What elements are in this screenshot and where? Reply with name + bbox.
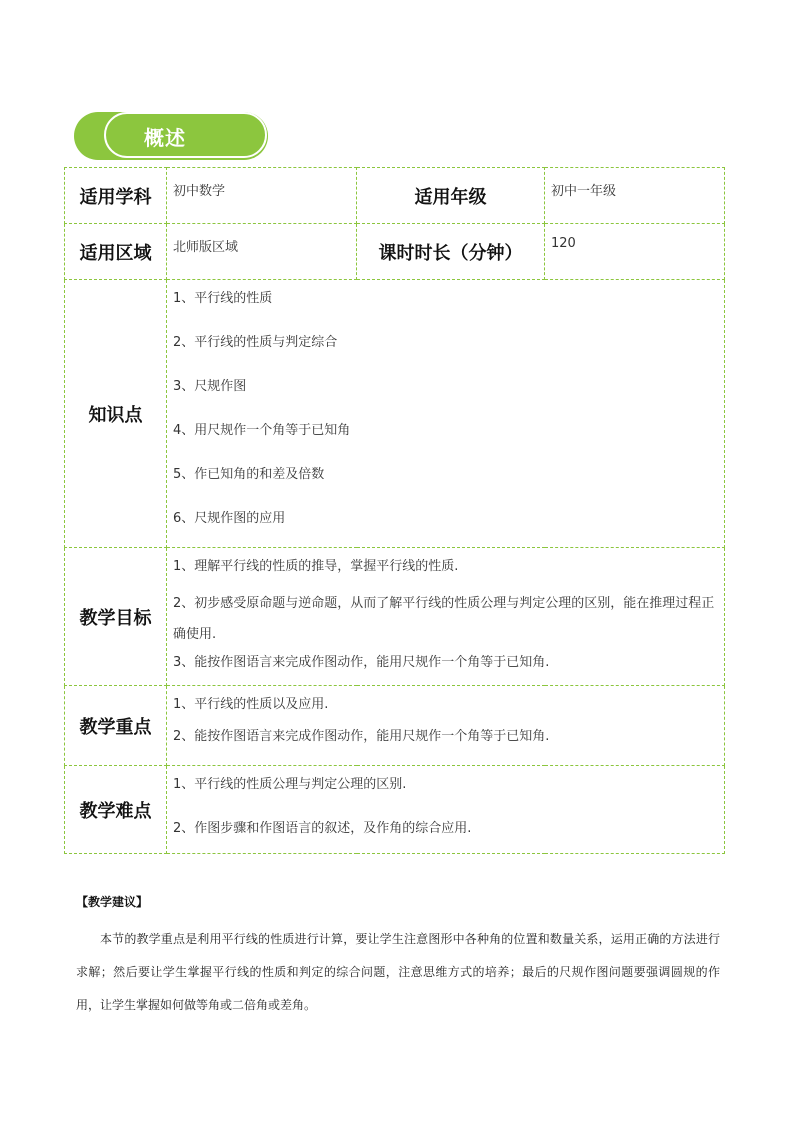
list-item: 3、尺规作图	[173, 379, 247, 394]
table-row	[65, 548, 725, 686]
region-label: 适用区域	[65, 224, 167, 280]
overview-table	[64, 167, 725, 854]
list-item: 3、能按作图语言来完成作图动作，能用尺规作一个角等于已知角.	[173, 655, 550, 670]
difficulty-label: 教学难点	[65, 766, 167, 854]
grade-value: 初中一年级	[545, 168, 725, 224]
advice-body: 本节的教学重点是利用平行线的性质进行计算，要让学生注意图形中各种角的位置和数量关系，运用正确的方法进行求解；然后要让学生掌握平行线的性质和判定的综合问题，注意思维方式的培养；最后的尺规作图问题要强调圆规的作用，让学生掌握如何做等角或二倍角或差角。	[76, 932, 720, 1012]
list-item: 1、平行线的性质以及应用.	[173, 697, 329, 712]
subject-label: 适用学科	[65, 168, 167, 224]
region-value: 北师版区域	[167, 224, 357, 280]
advice-title: 【教学建议】	[76, 895, 149, 909]
focus-list	[167, 686, 725, 766]
grade-label: 适用年级	[357, 168, 545, 224]
section-title: 概述	[144, 126, 186, 150]
list-item: 4、用尺规作一个角等于已知角	[173, 423, 351, 438]
duration-value: 120	[545, 224, 725, 280]
goals-list	[167, 548, 725, 686]
goals-label: 教学目标	[65, 548, 167, 686]
knowledge-label: 知识点	[65, 280, 167, 548]
list-item: 6、尺规作图的应用	[173, 511, 286, 526]
knowledge-list	[167, 280, 725, 548]
table-row	[65, 766, 725, 854]
list-item: 5、作已知角的和差及倍数	[173, 467, 325, 482]
focus-label: 教学重点	[65, 686, 167, 766]
subject-value: 初中数学	[167, 168, 357, 224]
table-row	[65, 686, 725, 766]
table-row	[65, 168, 725, 224]
difficulty-list	[167, 766, 725, 854]
list-item: 2、作图步骤和作图语言的叙述，及作角的综合应用.	[173, 821, 472, 836]
list-item: 2、平行线的性质与判定综合	[173, 335, 338, 350]
list-item: 1、理解平行线的性质的推导，掌握平行线的性质.	[173, 559, 459, 574]
duration-label: 课时时长（分钟）	[357, 224, 545, 280]
table-row	[65, 280, 725, 548]
table-row	[65, 224, 725, 280]
list-item: 1、平行线的性质	[173, 291, 273, 306]
list-item: 2、能按作图语言来完成作图动作，能用尺规作一个角等于已知角.	[173, 729, 550, 744]
list-item: 2、初步感受原命题与逆命题，从而了解平行线的性质公理与判定公理的区别，能在推理过程正确使用.	[173, 596, 715, 642]
list-item: 1、平行线的性质公理与判定公理的区别.	[173, 777, 407, 792]
